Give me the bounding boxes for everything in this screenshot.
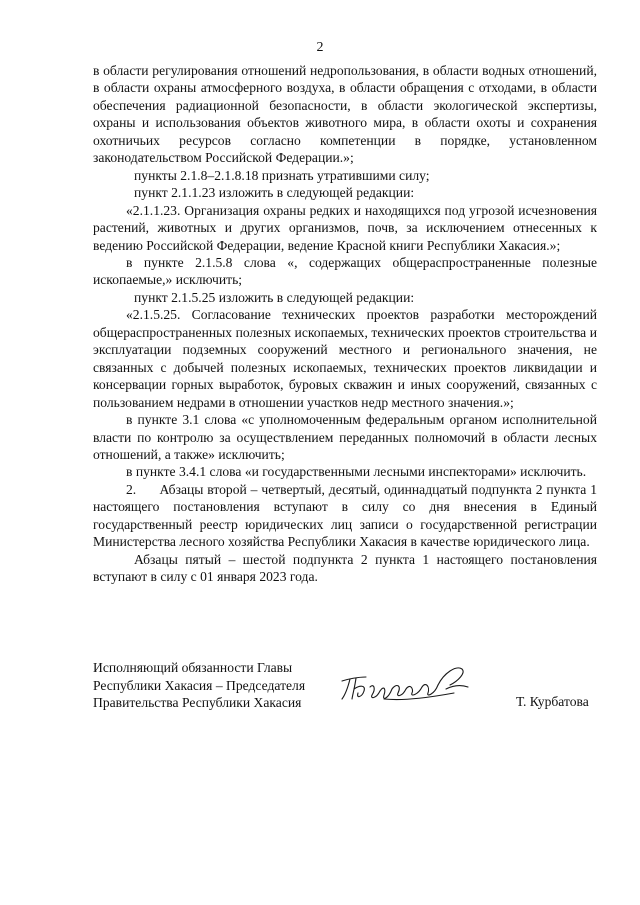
paragraph: пункт 2.1.5.25 изложить в следующей редакции: bbox=[134, 289, 415, 305]
paragraph-quote: «2.1.5.25. Согласование технических проектов разработки месторождений общераспространенных полезных ископаемых, технических проектов строительства и эксплуатации подземных сооружений местного и регионального значения, не связанных с добычей полезных ископаемых, технических проектов ликвидации и консервации горных выработок, буровых скважин и иных сооружений, связанных с пользованием недрами в отношении участков недр местного значения.»; bbox=[93, 307, 597, 410]
paragraph-item-2: 2. Абзацы второй – четвертый, десятый, одиннадцатый подпункта 2 пункта 1 настоящего постановления вступают в силу со дня внесения в Единый государственный реестр юридических лиц записи о государственной регистрации Министерства лесного хозяйства Республики Хакасия в качестве юридического лица. bbox=[93, 481, 601, 550]
document-body bbox=[93, 62, 601, 586]
paragraph: в пункте 3.1 слова «с уполномоченным федеральным органом исполнительной власти по контролю за осуществлением переданных полномочий в области лесных отношений, а также» исключить; bbox=[93, 412, 597, 462]
paragraph: пункты 2.1.8–2.1.8.18 признать утратившими силу; bbox=[134, 167, 430, 183]
signatory-name: Т. Курбатова bbox=[516, 694, 589, 709]
paragraph: пункт 2.1.1.23 изложить в следующей редакции: bbox=[134, 185, 415, 201]
signatory-title-line: Республики Хакасия – Председателя bbox=[93, 677, 306, 693]
handwritten-signature bbox=[336, 659, 486, 709]
paragraph: в пункте 2.1.5.8 слова «, содержащих общераспространенные полезные ископаемые,» исключить; bbox=[93, 254, 597, 288]
paragraph-quote: «2.1.1.23. Организация охраны редких и находящихся под угрозой исчезновения растений, животных и других организмов, почв, за исключением отнесенных к ведению Российской Федерации, ведение Красной книги Республики Хакасия.»; bbox=[93, 202, 597, 253]
signatory-title bbox=[93, 659, 305, 712]
signatory-title-line: Правительства Республики Хакасия bbox=[93, 695, 302, 710]
paragraph-continuation: в области регулирования отношений недропользования, в области водных отношений, в области охраны атмосферного воздуха, в области обращения с отходами, в области обеспечения радиационной безопасности, в области экологической экспертизы, охраны и использования объектов животного мира, в области охоты и сохранения охотничьих ресурсов согласно компетенции в порядке, установленном законодательством Российской Федерации.»; bbox=[93, 63, 597, 166]
paragraph: в пункте 3.4.1 слова «и государственными лесными инспекторами» исключить. bbox=[126, 464, 587, 480]
page-number: 2 bbox=[316, 40, 324, 55]
paragraph: Абзацы пятый – шестой подпункта 2 пункта 1 настоящего постановления вступают в силу с 01 января 2023 года. bbox=[93, 551, 597, 585]
signatory-title-line: Исполняющий обязанности Главы bbox=[93, 660, 293, 675]
